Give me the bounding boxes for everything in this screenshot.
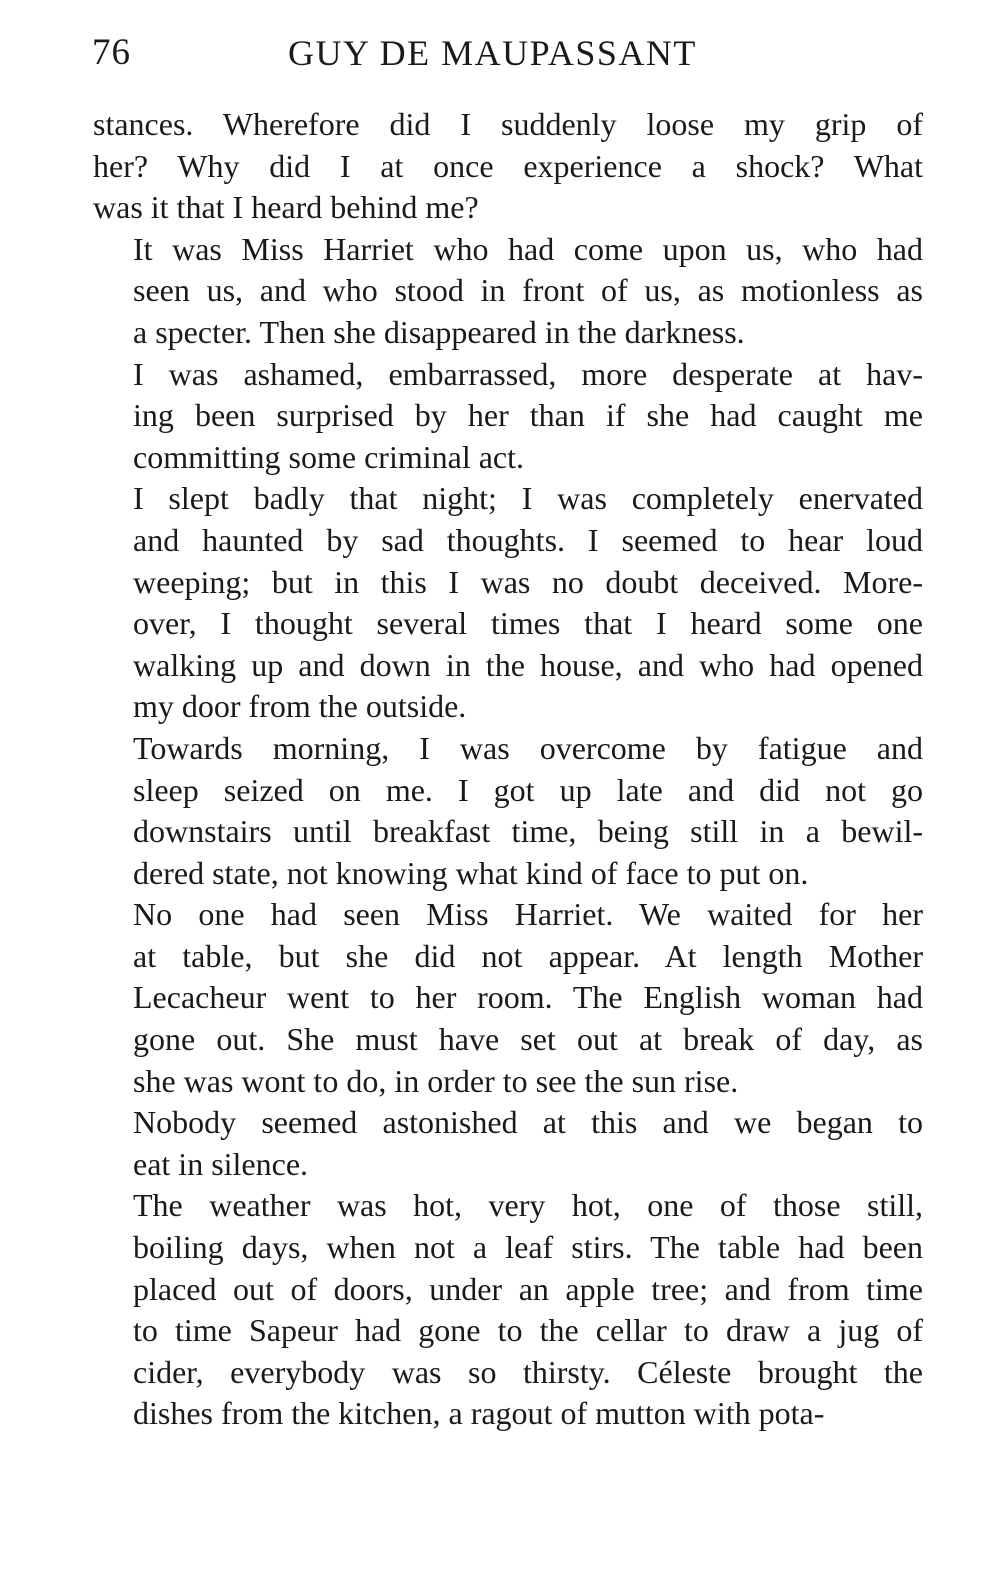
- text-line: I slept badly that night; I was completely enervated: [133, 480, 923, 517]
- text-line: was it that I heard behind me?: [93, 189, 479, 226]
- text-line: her? Why did I at once experience a shock? What: [93, 147, 923, 184]
- text-line: a specter. Then she disappeared in the darkness.: [133, 313, 745, 350]
- text-line: stances. Wherefore did I suddenly loose my grip of: [93, 106, 923, 142]
- text-line: she was wont to do, in order to see the sun rise.: [133, 1062, 739, 1099]
- body-text: [93, 104, 923, 1435]
- paragraph: [93, 104, 923, 229]
- paragraph: [93, 478, 923, 728]
- text-line: I was ashamed, embarrassed, more desperate at hav-: [133, 355, 923, 392]
- text-line: cider, everybody was so thirsty. Céleste brought the: [133, 1353, 923, 1390]
- text-line: placed out of doors, under an apple tree; and from time: [133, 1270, 923, 1307]
- running-head: [92, 28, 922, 78]
- paragraph: [93, 229, 923, 354]
- text-line: walking up and down in the house, and who had opened: [133, 646, 923, 683]
- text-line: No one had seen Miss Harriet. We waited for her: [133, 896, 923, 933]
- paragraph: [93, 354, 923, 479]
- text-line: Towards morning, I was overcome by fatigue and: [133, 729, 923, 766]
- book-title: GUY DE MAUPASSANT: [288, 33, 697, 73]
- text-line: Nobody seemed astonished at this and we began to: [133, 1104, 923, 1141]
- text-line: and haunted by sad thoughts. I seemed to hear loud: [133, 521, 923, 558]
- text-line: to time Sapeur had gone to the cellar to draw a jug of: [133, 1312, 923, 1349]
- text-line: my door from the outside.: [133, 688, 467, 725]
- page-number: 76: [92, 32, 131, 73]
- text-line: The weather was hot, very hot, one of those still,: [133, 1187, 923, 1224]
- text-line: boiling days, when not a leaf stirs. The table had been: [133, 1229, 923, 1266]
- paragraph: [93, 1185, 923, 1435]
- text-line: downstairs until breakfast time, being still in a bewil-: [133, 813, 923, 850]
- text-line: dered state, not knowing what kind of face to put on.: [133, 854, 809, 891]
- text-line: seen us, and who stood in front of us, as motionless as: [133, 272, 923, 309]
- text-line: ing been surprised by her than if she had caught me: [133, 397, 923, 434]
- paragraph: [93, 1102, 923, 1185]
- text-line: gone out. She must have set out at break of day, as: [133, 1021, 923, 1058]
- paragraph: [93, 728, 923, 894]
- text-line: dishes from the kitchen, a ragout of mutton with pota-: [133, 1395, 825, 1432]
- text-line: It was Miss Harriet who had come upon us, who had: [133, 230, 923, 267]
- paragraph: [93, 894, 923, 1102]
- text-line: weeping; but in this I was no doubt deceived. More-: [133, 563, 923, 600]
- text-line: Lecacheur went to her room. The English woman had: [133, 979, 923, 1016]
- text-line: at table, but she did not appear. At length Mother: [133, 937, 923, 974]
- text-line: over, I thought several times that I heard some one: [133, 605, 923, 642]
- text-line: eat in silence.: [133, 1145, 309, 1182]
- text-line: sleep seized on me. I got up late and did not go: [133, 771, 923, 808]
- text-line: committing some criminal act.: [133, 438, 525, 475]
